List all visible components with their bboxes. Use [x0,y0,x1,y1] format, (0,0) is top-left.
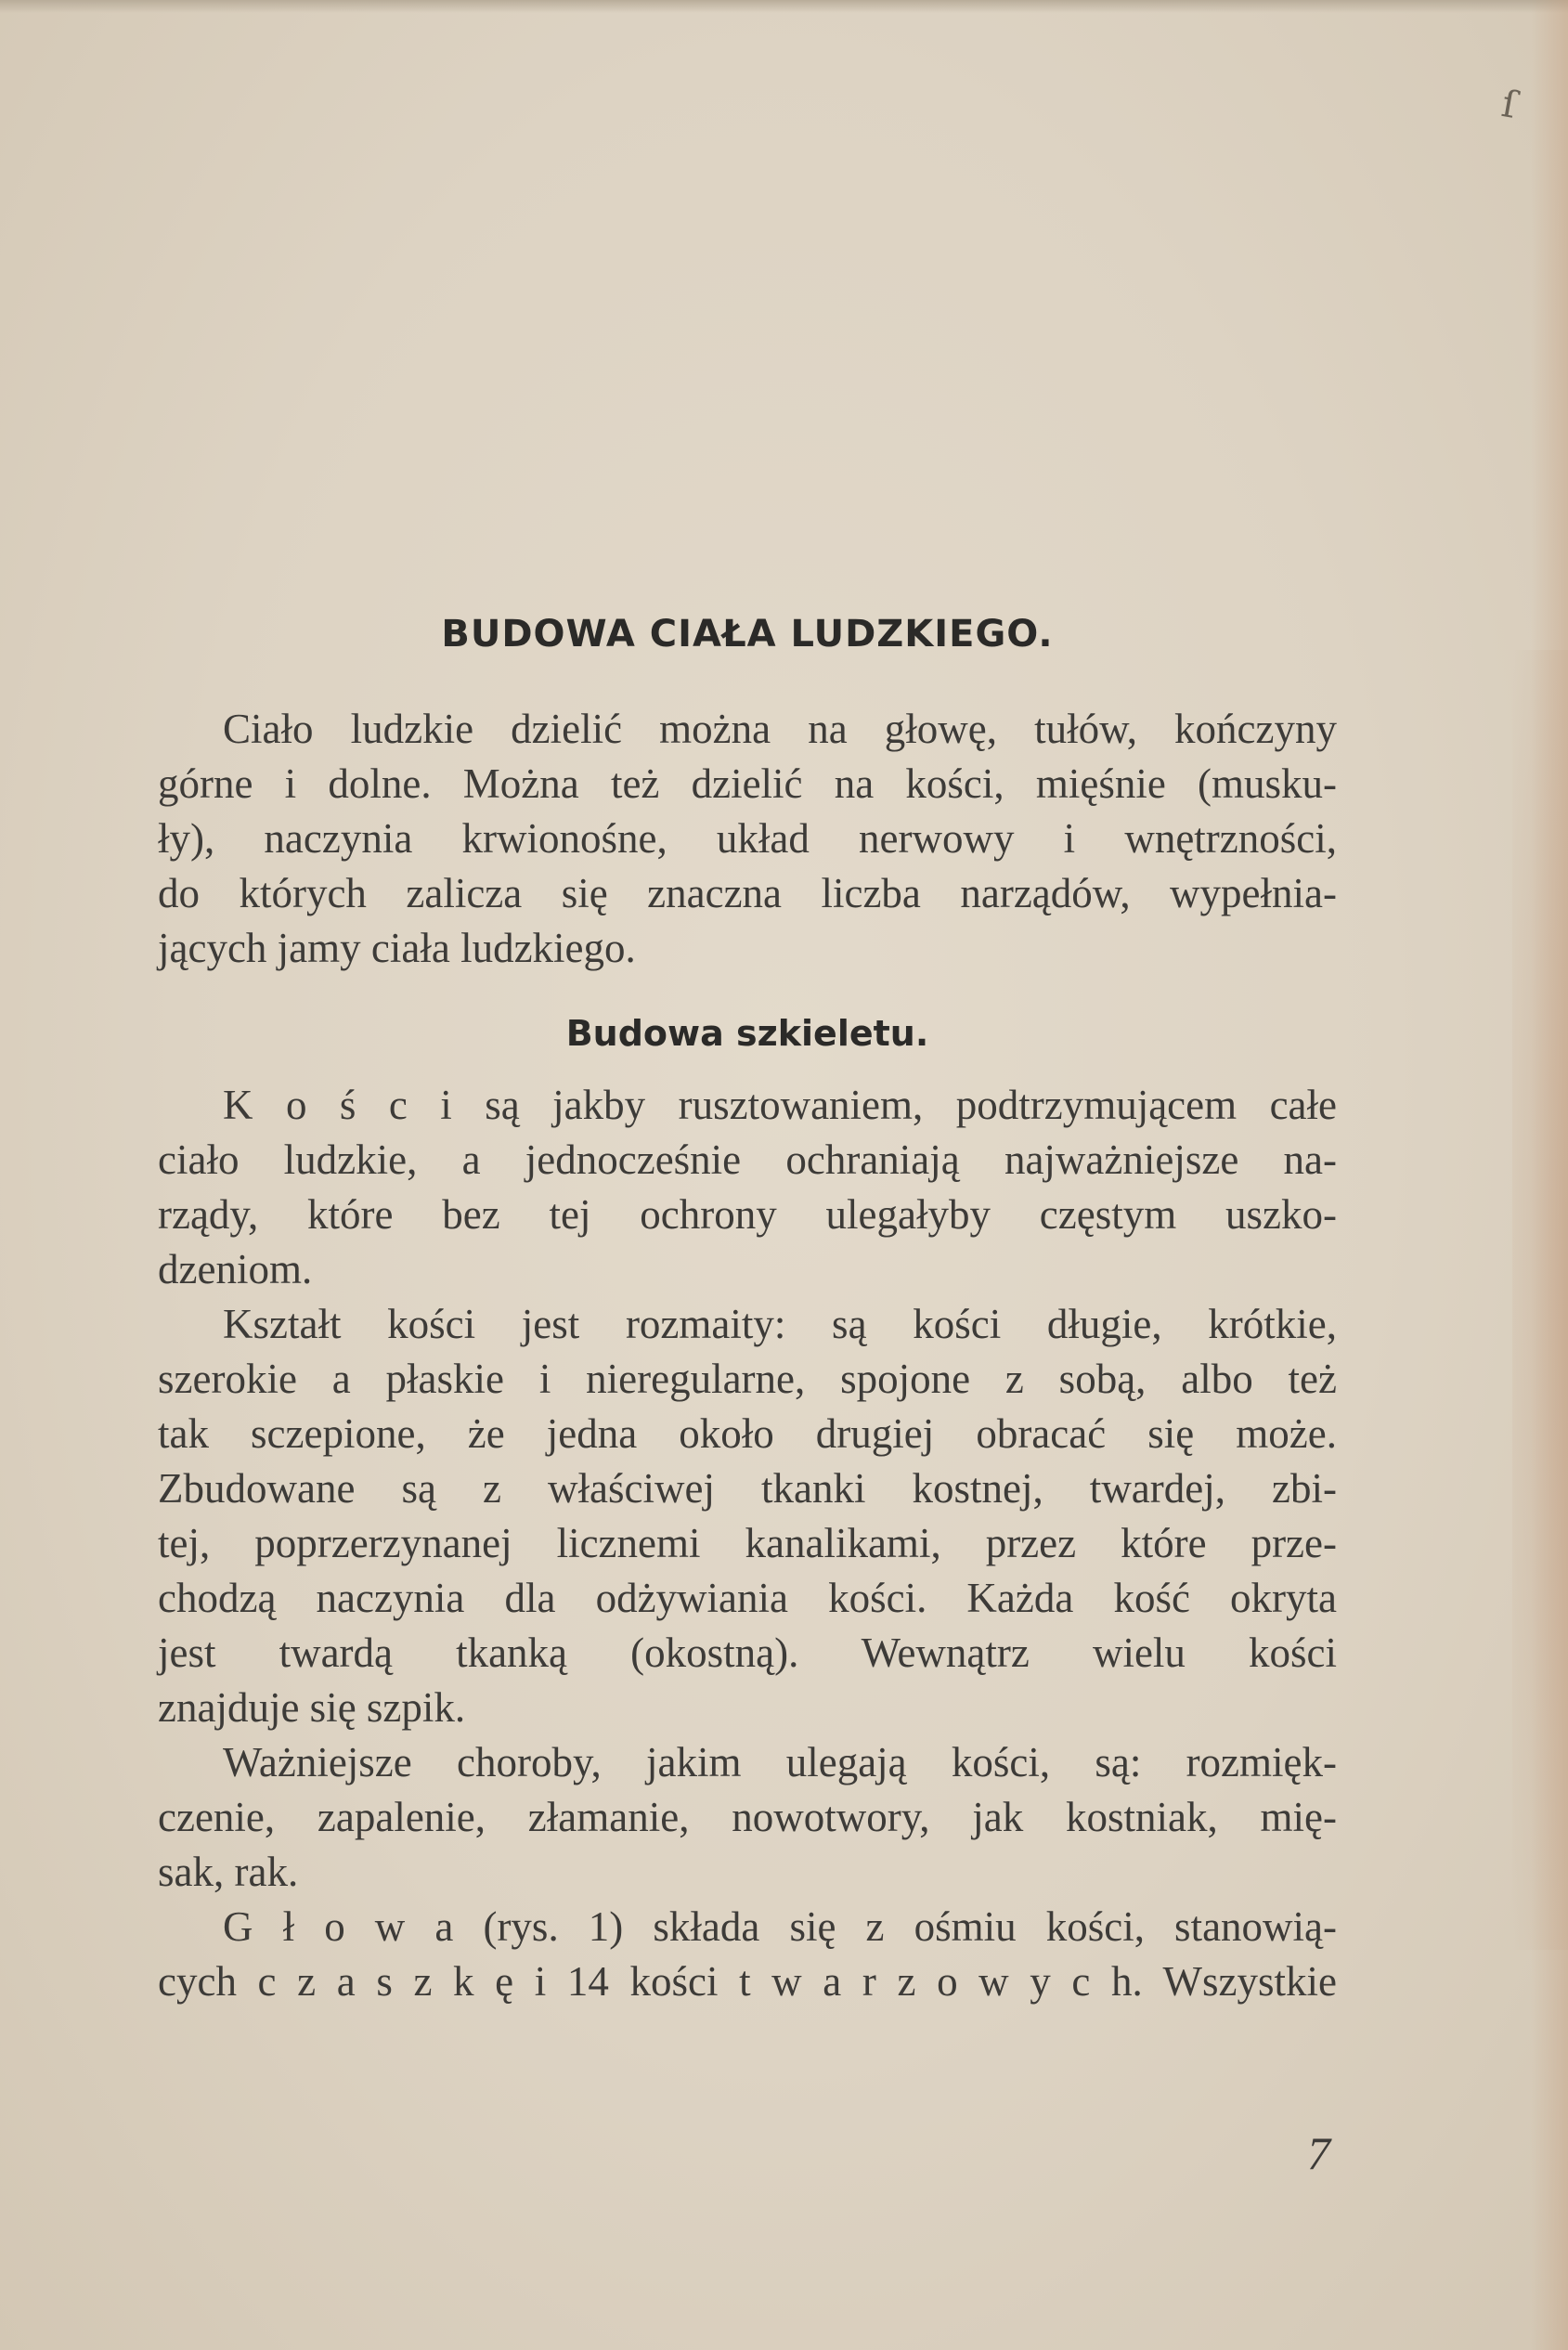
text-line: cych c z a s z k ę i 14 kości t w a r z o w y c h. Wszystkie [158,1958,1337,2005]
text-line: K o ś c i są jakby rusztowaniem, podtrzymującem całe [223,1082,1337,1128]
text-line: Zbudowane są z właściwej tkanki kostnej, twardej, zbi- [158,1465,1337,1512]
text-line: tej, poprzerzynanej licznemi kanalikami, przez które prze- [158,1520,1337,1566]
text-line: szerokie a płaskie i nieregularne, spojone z sobą, albo też [158,1356,1337,1402]
page-content [158,613,1337,2009]
paragraph-head [158,1900,1337,2009]
page-top-shadow [0,0,1568,13]
text-line: ciało ludzkie, a jednocześnie ochraniają najważniejsze na- [158,1136,1337,1183]
text-line: Ważniejsze choroby, jakim ulegają kości, są: rozmięk- [223,1739,1337,1785]
paragraph-bone-diseases [158,1735,1337,1900]
text-line: jest twardą tkanką (okostną). Wewnątrz wielu kości [158,1629,1337,1676]
paper-stain [1512,650,1568,1950]
text-line: znajduje się szpik. [158,1684,466,1731]
text-line: rządy, które bez tej ochrony ulegałyby częstym uszko- [158,1191,1337,1238]
text-line: ły), naczynia krwionośne, układ nerwowy i wnętrzności, [158,815,1337,862]
paragraph-bone-shape [158,1297,1337,1735]
pencil-mark-icon: ſ [1498,83,1520,127]
chapter-title: BUDOWA CIAŁA LUDZKIEGO. [441,613,1054,656]
text-line: Ciało ludzkie dzielić można na głowę, tułów, kończyny [223,706,1337,752]
paragraph-body-parts [158,702,1337,976]
text-line: dzeniom. [158,1246,313,1292]
text-line: sak, rak. [158,1849,299,1895]
text-line: Kształt kości jest rozmaity: są kości długie, krótkie, [223,1301,1337,1347]
section-subtitle: Budowa szkieletu. [565,1013,929,1054]
text-line: tak sczepione, że jedna około drugiej obracać się może. [158,1410,1337,1457]
text-line: jących jamy ciała ludzkiego. [158,925,636,971]
text-line: do których zalicza się znaczna liczba narządów, wypełnia- [158,870,1337,916]
paragraph-bones-intro [158,1078,1337,1297]
text-line: chodzą naczynia dla odżywiania kości. Każda kość okryta [158,1575,1337,1621]
text-line: górne i dolne. Można też dzielić na kości, mięśnie (musku- [158,760,1337,807]
text-line: czenie, zapalenie, złamanie, nowotwory, jak kostniak, mię- [158,1794,1337,1840]
text-line: G ł o w a (rys. 1) składa się z ośmiu kości, stanowią- [223,1903,1337,1950]
page-number: 7 [1307,2127,1330,2179]
